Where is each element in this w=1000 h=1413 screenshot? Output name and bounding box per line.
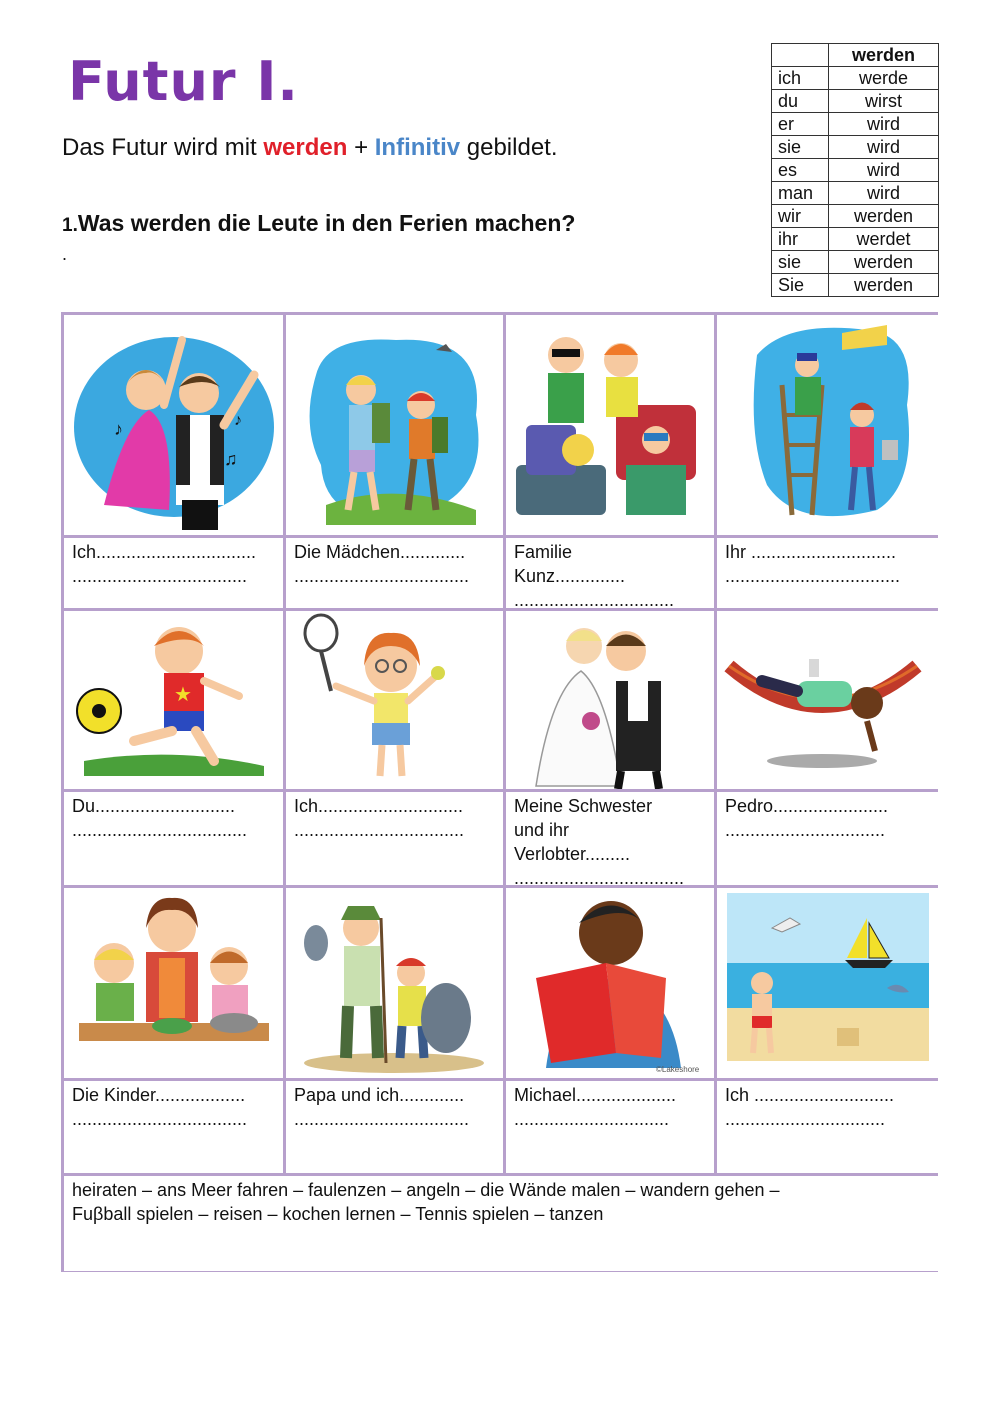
answer-cell: Ich ............................ ................................ [717,1081,938,1173]
conjugation-row [772,90,939,113]
picture-cell [64,315,283,535]
answer-cell: Michael.................... ............................... [506,1081,714,1173]
wedding-couple-icon [506,611,714,789]
svg-text:♫: ♫ [224,449,238,469]
verb-form: wird [829,113,939,136]
family-luggage-icon [506,315,714,535]
picture-cell [506,888,714,1078]
intro-plus: + [347,134,375,161]
conjugation-row [772,67,939,90]
stray-dot: . [62,244,68,264]
verb-form: wirst [829,90,939,113]
picture-cell [286,611,503,789]
answer-cell: Meine Schwester und ihr Verlobter......... .................................. [506,792,714,885]
tennis-girl-icon [286,611,503,789]
conjugation-row [772,274,939,297]
verb-form: werden [829,251,939,274]
picture-cell [717,888,938,1078]
word-bank: heiraten – ans Meer fahren – faulenzen – angeln – die Wände malen – wandern gehen – Fuβball spielen – reisen – kochen lernen – Tennis spielen – tanzen [64,1176,938,1271]
svg-text:♪: ♪ [234,412,242,429]
exercise-grid [61,312,938,1272]
intro-text-end: gebildet. [460,134,558,161]
illustration-credit: ©Lakeshore [656,1065,700,1074]
hiking-girls-icon [286,315,503,535]
answer-cell: Du............................ ................................... [64,792,283,885]
task-number: 1. [62,215,78,236]
conjugation-header-row [772,44,939,67]
picture-cell [64,888,283,1078]
picture-cell [286,315,503,535]
verb-form: werdet [829,228,939,251]
answer-cell: Papa und ich............. ................................... [286,1081,503,1173]
intro-werden: werden [263,134,348,161]
reading-boy-icon [506,888,714,1078]
picture-cell [64,611,283,789]
cooking-family-icon [64,888,283,1078]
answer-cell: Pedro....................... ................................ [717,792,938,885]
picture-cell [506,315,714,535]
conjugation-row [772,159,939,182]
fishing-father-son-icon [286,888,503,1078]
picture-cell [286,888,503,1078]
answer-cell: Ihr ............................. ................................... [717,538,938,608]
pronoun: er [772,113,829,136]
intro-text-start: Das Futur wird mit [62,134,264,161]
pronoun: ich [772,67,829,90]
picture-cell [506,611,714,789]
conjugation-row [772,113,939,136]
intro-sentence [62,134,558,162]
task-heading [62,210,575,237]
answer-cell: Die Kinder.................. ................................... [64,1081,283,1173]
answer-cell: Ich................................ ................................... [64,538,283,608]
verb-form: werden [829,274,939,297]
conjugation-row [772,251,939,274]
verb-form: wird [829,159,939,182]
answer-cell: Die Mädchen............. ................................... [286,538,503,608]
verb-form: wird [829,136,939,159]
pronoun: Sie [772,274,829,297]
conjugation-row [772,228,939,251]
pronoun: man [772,182,829,205]
pronoun: sie [772,251,829,274]
page-title: Futur I. [68,50,299,113]
pronoun: sie [772,136,829,159]
verb-form: werden [829,205,939,228]
conjugation-table [771,43,939,297]
football-boy-icon [64,611,283,789]
intro-infinitiv: Infinitiv [374,134,461,161]
conjugation-verb-header: werden [829,44,939,67]
svg-text:★: ★ [174,684,192,706]
dancing-couple-icon [64,315,283,535]
verb-form: werde [829,67,939,90]
pronoun: ihr [772,228,829,251]
conjugation-row [772,182,939,205]
hammock-man-icon [717,611,938,789]
beach-scene-icon [717,888,938,1078]
pronoun: wir [772,205,829,228]
picture-cell [717,611,938,789]
answer-cell: Ich............................. .................................. [286,792,503,885]
task-text: Was werden die Leute in den Ferien machen? [77,210,576,236]
picture-cell [717,315,938,535]
pronoun: du [772,90,829,113]
answer-cell: Familie Kunz.............. ................................ [506,538,714,608]
conjugation-row [772,205,939,228]
conjugation-empty-header [772,44,829,67]
pronoun: es [772,159,829,182]
svg-text:♪: ♪ [114,419,123,439]
painting-wall-icon [717,315,938,535]
conjugation-row [772,136,939,159]
verb-form: wird [829,182,939,205]
